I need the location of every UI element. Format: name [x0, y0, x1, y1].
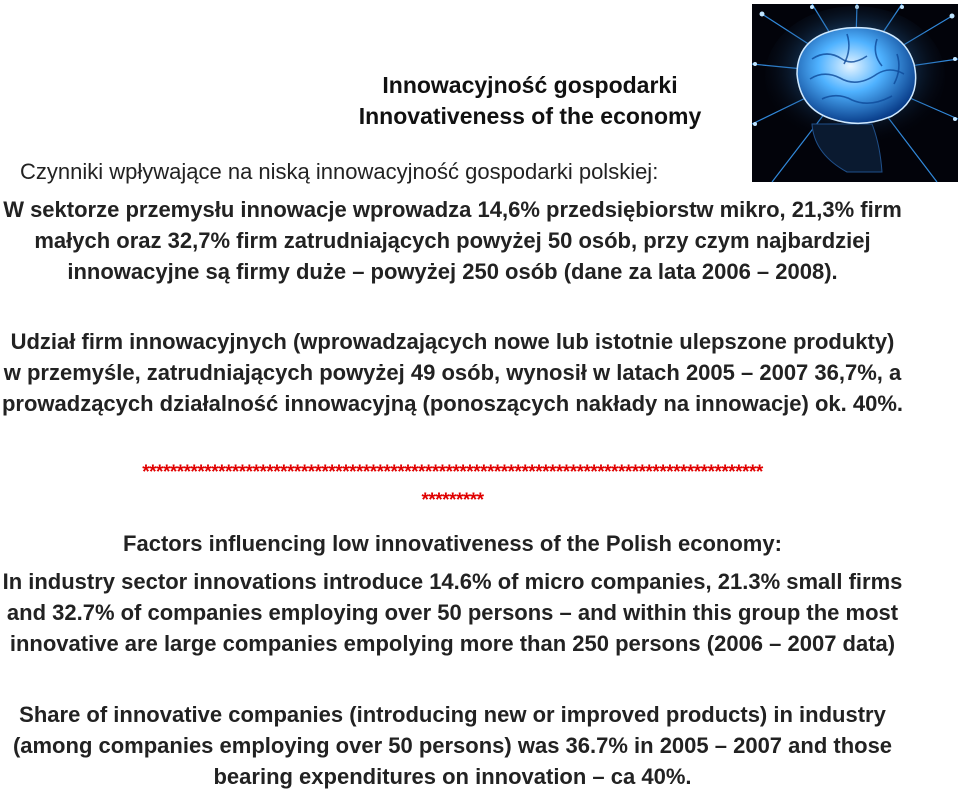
title-polish: Innowacyjność gospodarki: [382, 72, 678, 98]
polish-paragraph-2: Udział firm innowacyjnych (wprowadzających nowe lub istotnie ulepszone produkty) w przemyśle, zatrudniających powyżej 49 osób, wynosił w latach 2005 – 2007 36,7%, a prowadzących działalność innowacyjną (ponoszących nakłady na innowacje) ok. 40%.: [1, 329, 904, 416]
polish-paragraph-1: W sektorze przemysłu innowacje wprowadza 14,6% przedsiębiorstw mikro, 21,3% firm małych oraz 32,7% firm zatrudniających powyżej 50 osób, przy czym najbardziej innowacyjne są firmy duże – powyżej 250 osób (dane za lata 2006 – 2008).: [3, 197, 902, 284]
english-paragraph-1: In industry sector innovations introduce 14.6% of micro companies, 21.3% small firms and 32.7% of companies employing over 50 persons – and within this group the most innovative are large companies empolying more than 250 persons (2006 – 2007 data): [2, 569, 903, 656]
english-paragraph-2: Share of innovative companies (introducing new or improved products) in industry (among companies employing over 50 persons) was 36.7% in 2005 – 2007 and those bearing expenditures on innovation – ca 40%.: [12, 702, 893, 789]
separator-line-1: ******************************************************************************************: [142, 462, 763, 483]
brain-network-image: [752, 4, 958, 182]
english-heading: Factors influencing low innovativeness of the Polish economy:: [123, 531, 782, 556]
title-english: Innovativeness of the economy: [358, 103, 702, 129]
polish-heading: Czynniki wpływające na niską innowacyjność gospodarki polskiej:: [20, 159, 659, 184]
slide-title: [300, 70, 760, 132]
separator-line-2: *********: [421, 490, 484, 511]
brain-icon: [752, 4, 958, 182]
